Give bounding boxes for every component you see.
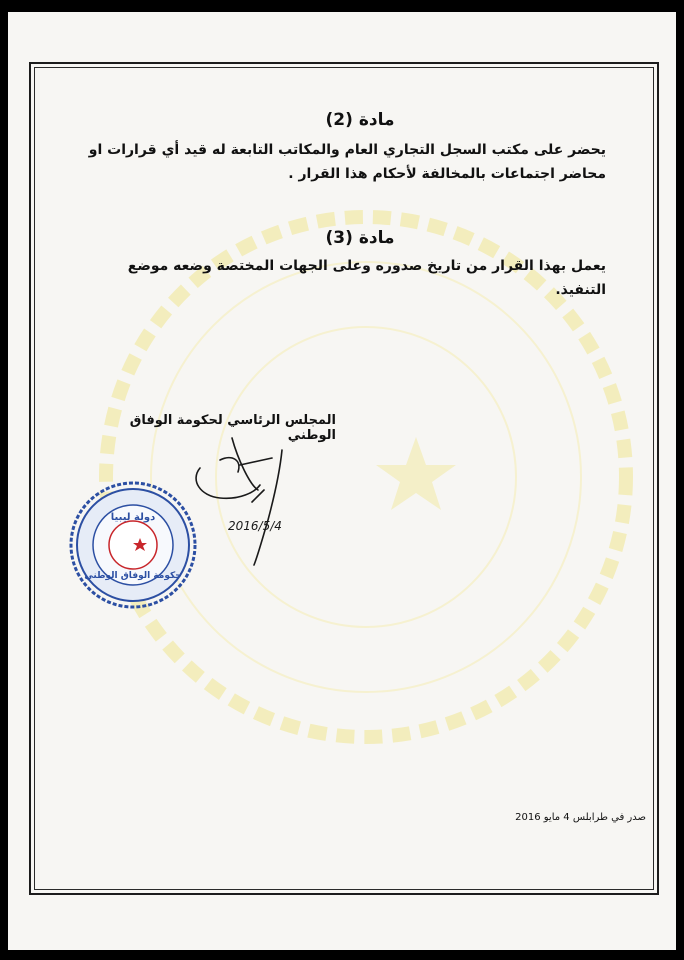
article-3-heading: مادة (3) <box>325 228 395 248</box>
article-2-text: يحضر على مكتب السجل التجاري العام والمكاتب التابعة له قيد أي قرارات او محاضر اجتماعات بالمخالفة لأحكام هذا القرار . <box>88 142 606 182</box>
svg-text:2016/5/4: 2016/5/4 <box>228 519 282 533</box>
issue-place-date: صدر في طرابلس 4 مايو 2016 <box>515 812 646 823</box>
official-seal <box>68 480 198 610</box>
svg-text:دولة ليبيا: دولة ليبيا <box>110 512 156 523</box>
handwritten-signature <box>180 430 310 570</box>
svg-text:حكومة الوفاق الوطني: حكومة الوفاق الوطني <box>84 571 182 581</box>
article-2-heading: مادة (2) <box>325 110 395 130</box>
article-3-text: يعمل بهذا القرار من تاريخ صدوره وعلى الجهات المختصة وضعه موضع التنفيذ. <box>127 258 606 298</box>
signatory-title: المجلس الرئاسي لحكومة الوفاق الوطني <box>129 413 336 443</box>
inner-border <box>34 67 654 890</box>
